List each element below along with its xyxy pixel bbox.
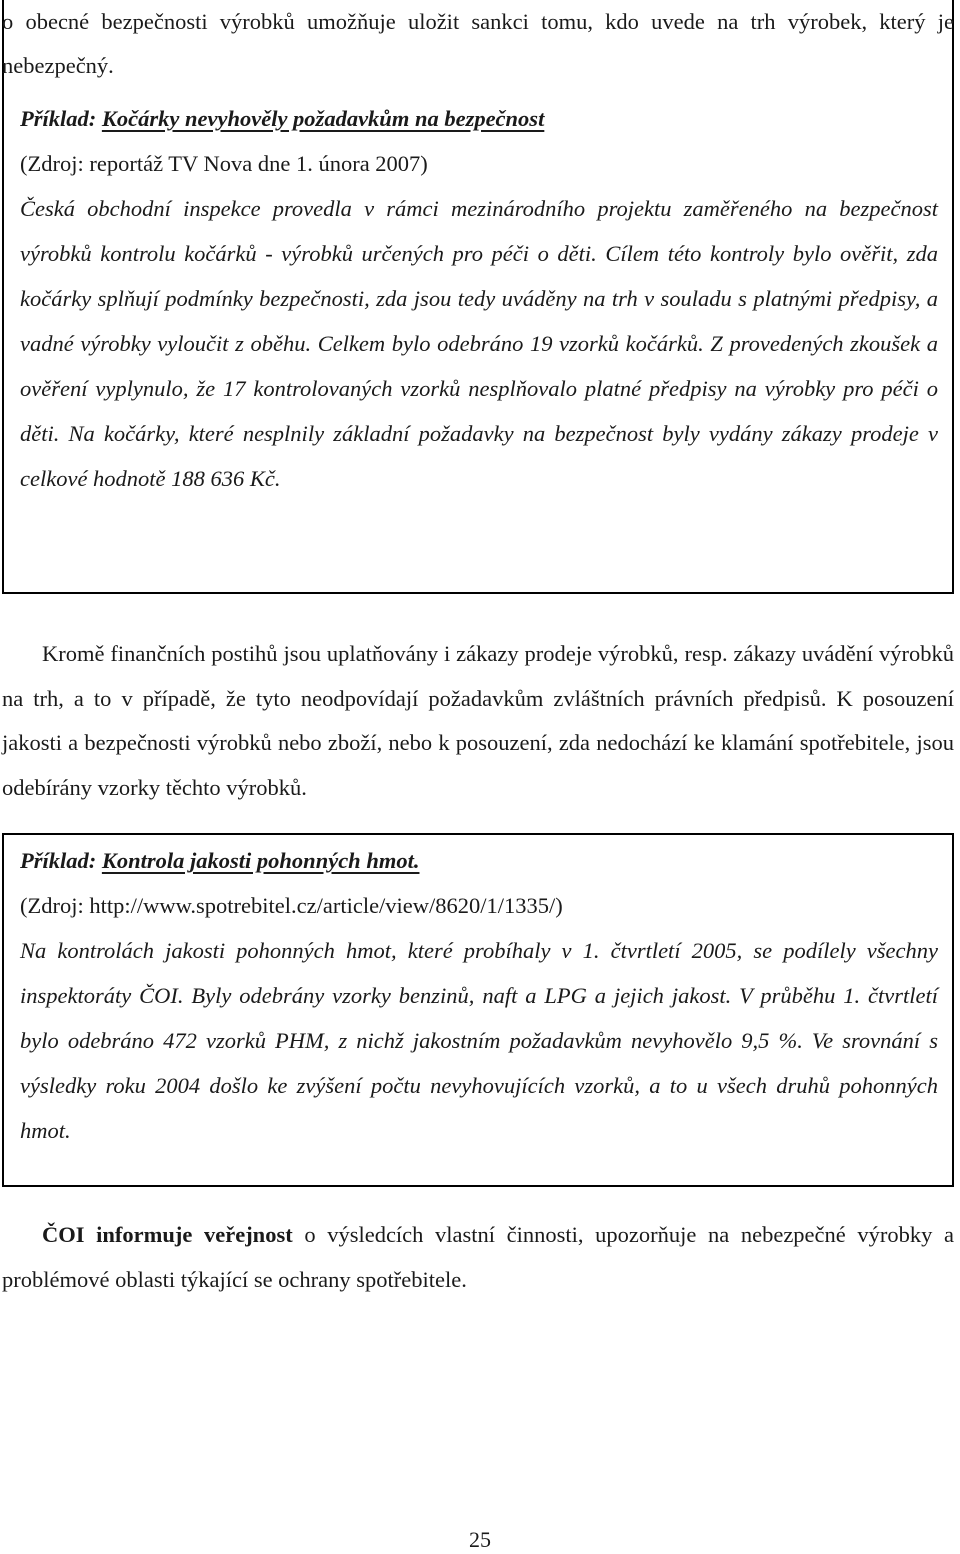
example-heading bbox=[20, 96, 938, 141]
paragraph-text: o výsledcích vlastní činnosti, upozorňuje na nebezpečné výrobky a problémové oblasti týkající se ochrany spotřebitele. bbox=[2, 1222, 954, 1292]
example-box-strollers bbox=[2, 0, 954, 594]
example-box-fuel bbox=[2, 833, 954, 1187]
example-source: (Zdroj: http://www.spotrebitel.cz/article/view/8620/1/1335/) bbox=[20, 893, 563, 918]
bold-phrase: ČOI informuje veřejnost bbox=[42, 1222, 293, 1247]
example-body: Na kontrolách jakosti pohonných hmot, které probíhaly v 1. čtvrtletí 2005, se podílely všechny inspektoráty ČOI. Byly odebrány vzorky benzinů, naft a LPG a jejich jakost. V průběhu 1. čtvrtletí bylo odebráno 472 vzorků PHM, z nichž jakostním požadavkům nevyhovělo 9,5 %. Ve srovnání s výsledky roku 2004 došlo ke zvýšení počtu nevyhovujících vzorků, a to u všech druhů pohonných hmot. bbox=[20, 938, 938, 1143]
example-source: (Zdroj: reportáž TV Nova dne 1. února 2007) bbox=[20, 151, 428, 176]
example-body: Česká obchodní inspekce provedla v rámci mezinárodního projektu zaměřeného na bezpečnost výrobků kontrolu kočárků - výrobků určených pro péči o děti. Cílem této kontroly bylo ověřit, zda kočárky splňují podmínky bezpečnosti, zda jsou tedy uváděny na trh v souladu s platnými předpisy, a vadné výrobky vyloučit z oběhu. Celkem bylo odebráno 19 vzorků kočárků. Z provedených zkoušek a ověření vyplynulo, že 17 kontrolovaných vzorků nesplňovalo platné předpisy na výrobky pro péči o děti. Na kočárky, které nesplnily základní požadavky na bezpečnost byly vydány zákazy prodeje v celkové hodnotě 188 636 Kč. bbox=[20, 196, 938, 491]
paragraph-sales-bans: Kromě finančních postihů jsou uplatňovány i zákazy prodeje výrobků, resp. zákazy uvádění výrobků na trh, a to v případě, že tyto neodpovídají požadavkům zvláštních právních předpisů. K posouzení jakosti a bezpečnosti výrobků nebo zboží, nebo k posouzení, zda nedochází ke klamání spotřebitele, jsou odebírány vzorky těchto výrobků. bbox=[2, 641, 954, 800]
paragraph-public-info bbox=[2, 1213, 954, 1302]
example-title: Kočárky nevyhověly požadavkům na bezpečnost bbox=[101, 106, 545, 131]
example-prefix: Příklad: bbox=[20, 848, 102, 873]
intro-paragraph: o obecné bezpečnosti výrobků umožňuje uložit sankci tomu, kdo uvede na trh výrobek, který je nebezpečný. bbox=[2, 9, 954, 78]
example-prefix: Příklad: bbox=[20, 106, 102, 131]
page-number: 25 bbox=[469, 1527, 491, 1552]
example-heading bbox=[20, 838, 938, 883]
example-title: Kontrola jakosti pohonných hmot. bbox=[101, 848, 420, 873]
